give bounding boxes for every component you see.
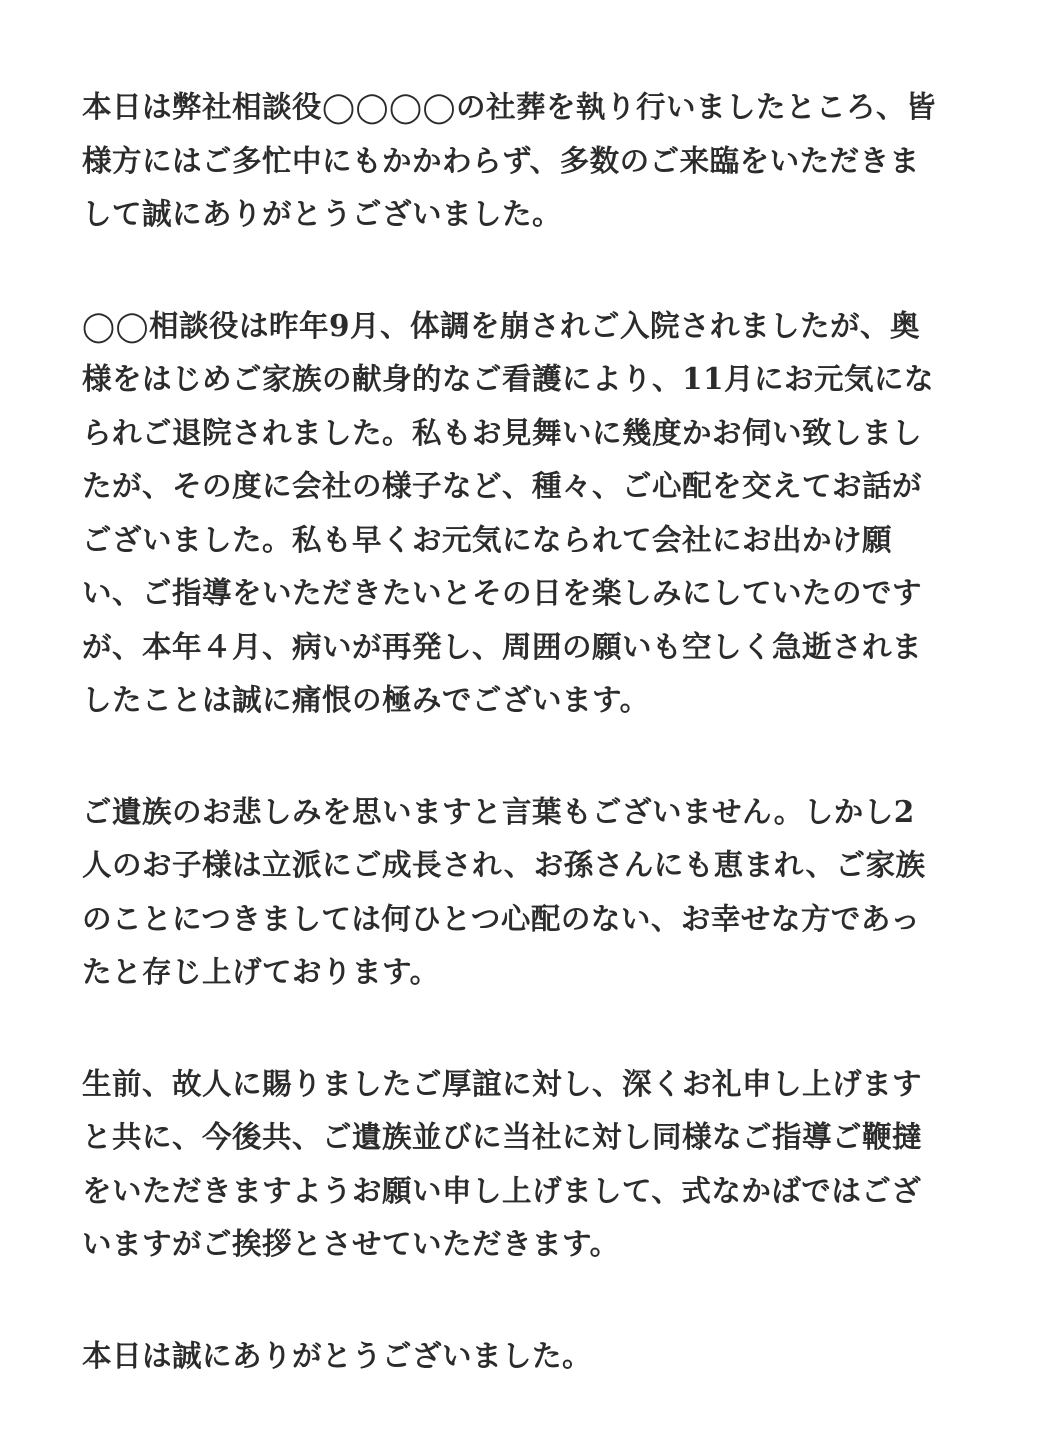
paragraph-closing: [82, 1329, 982, 1383]
text-line: して誠にありがとうございました。: [82, 196, 563, 231]
text-line: ご遺族のお悲しみを思いますと言葉もございません。しかし2: [82, 793, 915, 829]
paragraph-gratitude: [82, 1057, 982, 1271]
paragraph-opening: [82, 80, 982, 241]
text-line: のことにつきましては何ひとつ心配のない、お幸せな方であっ: [82, 900, 921, 936]
text-line: と共に、今後共、ご遺族並びに当社に対し同様なご指導ご鞭撻: [82, 1119, 923, 1154]
text-line: いますがご挨拶とさせていただきます。: [82, 1226, 620, 1261]
text-line: 本日は弊社相談役◯◯◯◯の社葬を執り行いましたところ、皆: [82, 89, 937, 124]
text-line: したことは誠に痛恨の極みでございます。: [82, 682, 650, 717]
text-line: 様をはじめご家族の献身的なご看護により、11月にお元気にな: [82, 361, 935, 396]
text-line: たと存じ上げております。: [82, 954, 440, 989]
paragraph-family: [82, 785, 982, 999]
paragraph-illness: [82, 299, 982, 727]
text-line: られご退院されました。私もお見舞いに幾度かお伺い致しまし: [82, 414, 923, 450]
text-line: ◯◯相談役は昨年9月、体調を崩されご入院されましたが、奥: [82, 307, 921, 343]
text-line: 様方にはご多忙中にもかかわらず、多数のご来臨をいただきま: [82, 142, 920, 178]
text-line: が、本年４月、病いが再発し、周囲の願いも空しく急逝されま: [82, 628, 923, 664]
text-line: 本日は誠にありがとうございました。: [82, 1337, 593, 1373]
text-line: ございました。私も早くお元気になられて会社にお出かけ願: [82, 521, 893, 557]
text-line: 人のお子様は立派にご成長され、お孫さんにも恵まれ、ご家族: [82, 847, 926, 882]
text-line: をいただきますようお願い申し上げまして、式なかばではござ: [82, 1172, 922, 1208]
funeral-speech-text: [82, 80, 982, 1440]
text-line: 生前、故人に賜りましたご厚誼に対し、深くお礼申し上げます: [82, 1065, 923, 1101]
text-line: たが、その度に会社の様子など、種々、ご心配を交えてお話が: [82, 468, 923, 503]
text-line: い、ご指導をいただきたいとその日を楽しみにしていたのです: [82, 575, 923, 610]
